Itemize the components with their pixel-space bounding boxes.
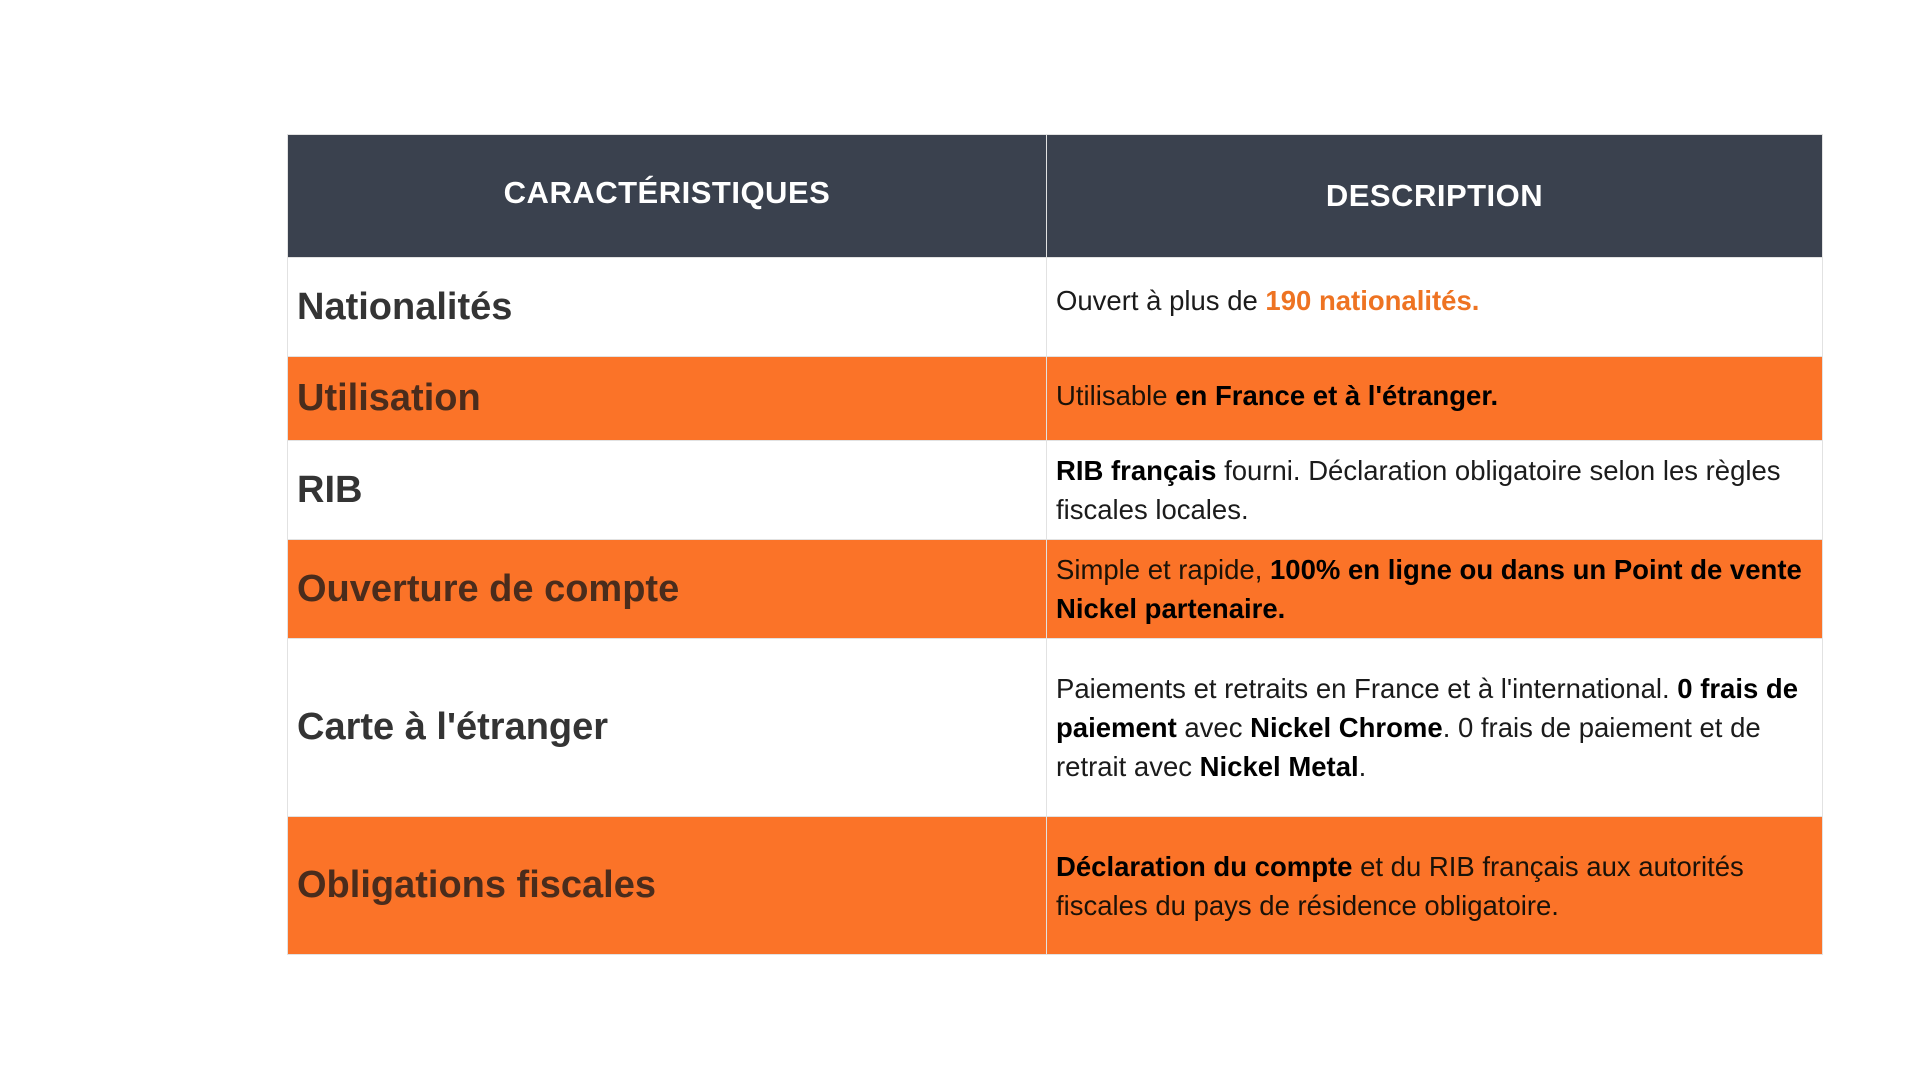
comparison-table-container: [287, 134, 1822, 955]
description-text: avec: [1176, 712, 1251, 743]
table-row-utilisation: [288, 357, 1823, 441]
description-bold: 0 frais de paiement: [1056, 673, 1799, 743]
description-cell: [1047, 357, 1823, 441]
description-bold: Déclaration du compte: [1056, 850, 1353, 882]
description-text: et du RIB français aux autorités fiscales du pays de résidence obligatoire.: [1056, 850, 1744, 921]
description-bold: Nickel Chrome: [1250, 712, 1443, 743]
feature-cell: [288, 639, 1047, 817]
feature-cell: [288, 817, 1047, 955]
description-cell: [1047, 540, 1823, 639]
description-text: Ouvert à plus de: [1056, 284, 1266, 316]
table-row-rib: [288, 441, 1823, 540]
description-text: Paiements et retraits en France et à l'international.: [1056, 673, 1678, 704]
description-cell: [1047, 817, 1823, 955]
table-row-nationalites: [288, 258, 1823, 357]
table-row-ouverture-de-compte: [288, 540, 1823, 639]
description-text: . 0 frais de paiement et de retrait avec: [1056, 712, 1761, 782]
feature-label: Carte à l'étranger: [297, 706, 609, 748]
column-header-caracteristiques: [288, 135, 1047, 258]
description-bold: 100% en ligne ou dans un Point de vente Nickel partenaire.: [1056, 554, 1802, 624]
description-text: Simple et rapide,: [1056, 554, 1270, 585]
description-bold: Nickel Metal: [1199, 751, 1359, 782]
description-text: Utilisable: [1056, 380, 1176, 411]
table-row-obligations-fiscales: [288, 817, 1823, 955]
feature-label: Utilisation: [297, 377, 481, 419]
description-cell: [1047, 258, 1823, 357]
description-cell: [1047, 441, 1823, 540]
column-header-description: [1047, 135, 1823, 258]
column-header-label: DESCRIPTION: [1325, 178, 1544, 213]
description-text: .: [1358, 751, 1367, 782]
feature-label: RIB: [297, 468, 363, 511]
feature-cell: [288, 441, 1047, 540]
features-table: [287, 134, 1823, 955]
feature-cell: [288, 540, 1047, 639]
feature-cell: [288, 357, 1047, 441]
description-bold: en France et à l'étranger.: [1175, 380, 1499, 411]
feature-label: Obligations fiscales: [297, 864, 656, 906]
description-highlight: 190 nationalités.: [1265, 284, 1480, 316]
table-header-row: [288, 135, 1823, 258]
description-text: fourni. Déclaration obligatoire selon les règles fiscales locales.: [1056, 455, 1781, 525]
column-header-label: CARACTÉRISTIQUES: [503, 175, 831, 210]
table-row-carte-a-l-etranger: [288, 639, 1823, 817]
description-cell: [1047, 639, 1823, 817]
feature-label: Nationalités: [297, 285, 513, 328]
feature-cell: [288, 258, 1047, 357]
feature-label: Ouverture de compte: [297, 567, 680, 610]
description-bold: RIB français: [1056, 455, 1217, 486]
